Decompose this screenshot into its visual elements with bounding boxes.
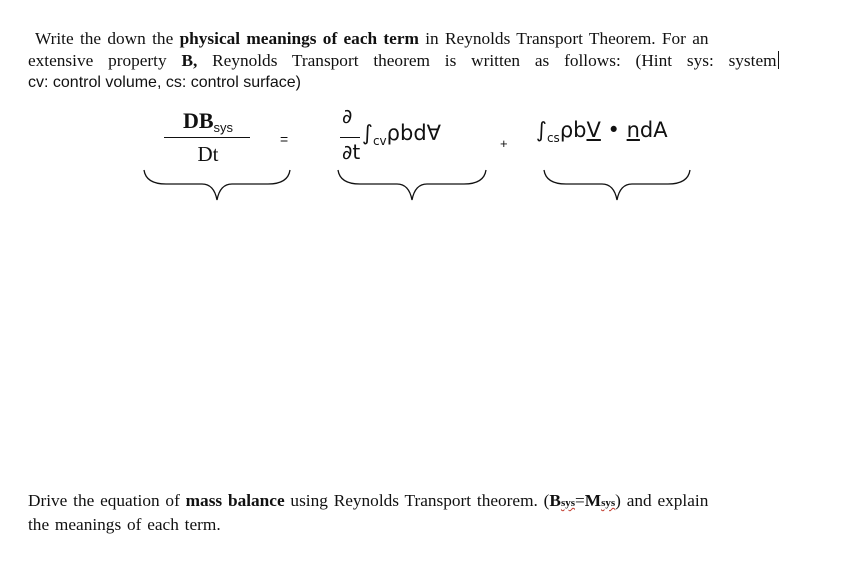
integrand-suffix: dA bbox=[639, 118, 668, 142]
integral-sign: ∫ bbox=[362, 121, 373, 145]
question-2-line-1 bbox=[28, 490, 828, 514]
lhs-denominator: Dt bbox=[197, 142, 219, 166]
question-1-text bbox=[28, 28, 828, 94]
underbrace-term-3 bbox=[542, 166, 692, 204]
equals-sign: = bbox=[280, 131, 289, 147]
integrand: ρbd∀ bbox=[386, 121, 442, 145]
partial-t: ∂t bbox=[342, 140, 361, 164]
question-2-text bbox=[28, 490, 828, 536]
text-run: Write the down the bbox=[35, 29, 180, 48]
text-run: using Reynolds Transport theorem. ( bbox=[284, 491, 550, 510]
dot-product: • bbox=[600, 118, 627, 142]
subscript-sys: sys bbox=[601, 497, 616, 509]
partial-symbol: ∂ bbox=[342, 140, 353, 164]
partial-fraction-bar bbox=[340, 137, 360, 138]
text-cursor bbox=[778, 51, 780, 69]
subscript-sys: sys bbox=[213, 120, 234, 135]
partial-symbol: ∂ bbox=[342, 104, 353, 128]
lhs-fraction bbox=[168, 108, 248, 167]
lhs-numerator bbox=[168, 108, 248, 134]
velocity-vector: V bbox=[586, 118, 601, 142]
text-run: Reynolds Transport theorem is written as follows: (Hint sys: system bbox=[197, 51, 777, 70]
integrand-prefix: ρb bbox=[559, 118, 587, 142]
numerator-text: DB bbox=[182, 108, 214, 133]
underbrace-term-2 bbox=[336, 166, 488, 204]
equals-text: = bbox=[575, 491, 585, 510]
fraction-bar bbox=[164, 137, 250, 138]
question-1-line-1 bbox=[28, 28, 828, 50]
text-run: in Reynolds Transport Theorem. For an bbox=[418, 29, 709, 48]
text-run: extensive property bbox=[28, 51, 182, 70]
control-surface-term bbox=[536, 118, 668, 145]
underbrace-term-1 bbox=[142, 166, 292, 204]
subscript-sys: sys bbox=[560, 497, 575, 509]
question-1-line-2 bbox=[28, 50, 828, 72]
integral-subscript: cs bbox=[546, 131, 560, 145]
plus-sign: + bbox=[500, 136, 508, 151]
m-symbol: M bbox=[584, 491, 602, 510]
integral-subscript: cv bbox=[372, 134, 387, 148]
question-2-line-2: the meanings of each term. bbox=[28, 515, 221, 534]
cv-integral bbox=[362, 121, 442, 148]
integral-sign: ∫ bbox=[536, 118, 547, 142]
b-symbol: B bbox=[549, 491, 561, 510]
text-run: Drive the equation of bbox=[28, 491, 186, 510]
normal-vector: n bbox=[626, 118, 640, 142]
bold-text: physical meanings of each term bbox=[179, 29, 419, 48]
bold-text: B, bbox=[181, 51, 198, 70]
question-1-line-3: cv: control volume, cs: control surface) bbox=[28, 74, 301, 91]
text-run: ) and explain bbox=[615, 491, 709, 510]
bold-text: mass balance bbox=[185, 491, 285, 510]
